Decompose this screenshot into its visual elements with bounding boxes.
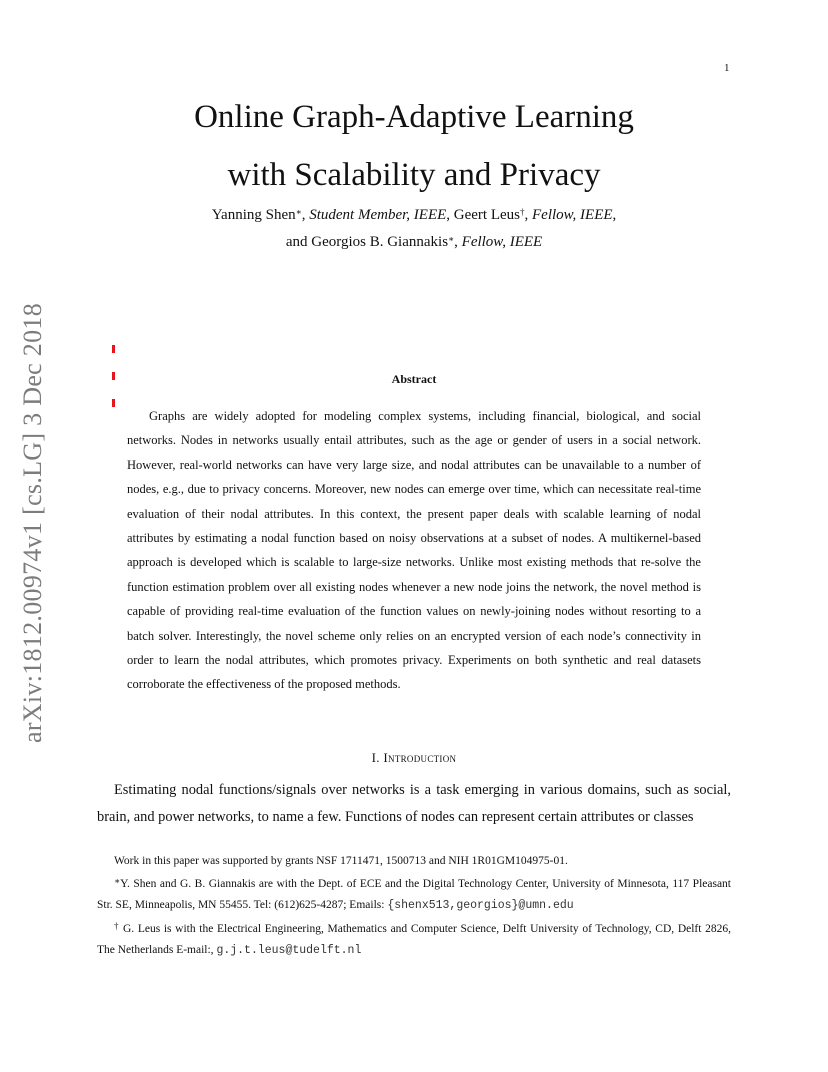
author-line-1: Yanning Shen∗, Student Member, IEEE, Geert Leus†, Fellow, IEEE, (211, 207, 617, 223)
abstract-text: Graphs are widely adopted for modeling complex systems, including financial, biological, and social networks. Nodes in networks usually entail attributes, such as the age or gender of users in a social network. However, real-world networks can have very large size, and nodal attributes can be unavailable to a number of nodes, e.g., due to privacy concerns. Moreover, new nodes can emerge over time, which can necessitate real-time evaluation of their nodal attributes. In this context, the present paper deals with scalable learning of nodal attributes by estimating a nodal function based on noisy observations at a subset of nodes. A multikernel-based approach is developed which is scalable to large-size networks. Unlike most existing methods that re-solve the function estimation problem over all existing nodes whenever a new node joins the network, the novel method is capable of providing real-time evaluation of the function values on newly-joining nodes without resorting to a batch solver. Interestingly, the novel scheme only relies on an encrypted version of each node’s connectivity in order to learn the nodal attributes, which promotes privacy. Experiments on both synthetic and real datasets corroborate the effectiveness of the proposed methods. (127, 409, 701, 692)
author-line-2: and Georgios B. Giannakis∗, Fellow, IEEE (285, 234, 543, 250)
author-conjunction: and (285, 234, 308, 250)
footnote-text: Y. Shen and G. B. Giannakis are with the Dept. of ECE and the Digital Technology Center, University of Minnesota, 117 Pleasant Str. SE, Minneapolis, MN 55455. Tel: (612)625-4287; Emails: (97, 878, 731, 911)
author-name: Geert Leus (453, 207, 520, 223)
author-list (0, 202, 828, 256)
arxiv-stamp-text: arXiv:1812.00974v1 [cs.LG] 3 Dec 2018 (18, 302, 47, 744)
red-marker (112, 345, 115, 353)
intro-paragraph: Estimating nodal functions/signals over networks is a task emerging in various domains, such as social, brain, and power networks, to name a few. Functions of nodes can represent certain attributes or classes (97, 782, 731, 825)
paper-title (0, 88, 828, 204)
footnote-mark: † (114, 921, 120, 931)
author-role: Student Member, IEEE (309, 207, 447, 223)
section-number: I. (371, 750, 380, 765)
red-marker (112, 399, 115, 407)
section-title: Introduction (383, 750, 457, 765)
footnote-text: G. Leus is with the Electrical Engineering, Mathematics and Computer Science, Delft University of Technology, CD, Delft 2826, The Netherlands E-mail:, (97, 923, 731, 956)
footnote-affiliation-2 (97, 919, 731, 961)
email-link[interactable]: g.j.t.leus@tudelft.nl (216, 944, 362, 957)
affiliation-mark: ∗ (295, 207, 302, 217)
affiliation-mark: ∗ (448, 234, 455, 244)
page-number: 1 (724, 62, 730, 74)
title-line-1: Online Graph-Adaptive Learning (194, 99, 634, 135)
author-name: Yanning Shen (211, 207, 296, 223)
footnote-affiliation-1 (97, 874, 731, 916)
author-name: Georgios B. Giannakis (311, 234, 449, 250)
email-link[interactable]: {shenx513,georgios}@umn.edu (387, 899, 574, 912)
author-role: Fellow, IEEE (532, 207, 613, 223)
abstract-heading: Abstract (391, 372, 437, 386)
affiliation-mark: † (520, 207, 525, 217)
footnote-mark: ∗ (114, 876, 121, 886)
author-role: Fellow, IEEE (461, 234, 543, 250)
footnote-funding: Work in this paper was supported by grants NSF 1711471, 1500713 and NIH 1R01GM104975-01. (114, 855, 568, 867)
section-heading (0, 750, 828, 766)
title-line-2: with Scalability and Privacy (227, 157, 601, 193)
